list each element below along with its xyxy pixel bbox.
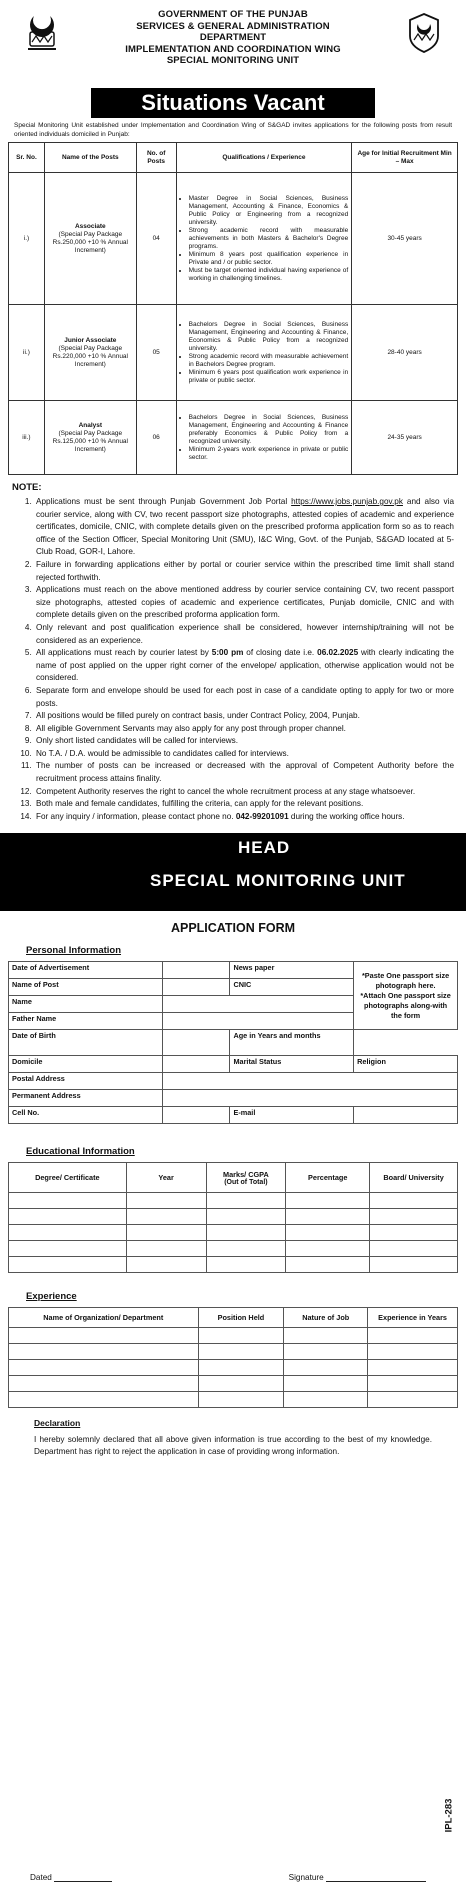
- date-of-ad-field[interactable]: [162, 962, 230, 979]
- sr-no: iii.): [9, 401, 45, 475]
- table-row: [9, 305, 458, 401]
- notes-list: [12, 496, 454, 823]
- header: [8, 6, 458, 86]
- post-count: 06: [136, 401, 176, 475]
- age-range: 28-40 years: [352, 305, 458, 401]
- col-header: Board/ University: [370, 1163, 458, 1193]
- signature-row: [30, 1873, 426, 1882]
- head-signature-block: [0, 833, 466, 911]
- post-name: Analyst: [78, 421, 103, 429]
- posts-table: [8, 142, 458, 475]
- header-line-4: IMPLEMENTATION AND COORDINATION WING: [125, 43, 341, 55]
- education-table: [8, 1162, 458, 1273]
- note-item: 3. Applications must reach on the above mentioned address by courier service containing CV, two recent passport size photographs, attested copies of academic and experience certificates, Punjab domicile, CNIC and with complete details given on the prescribed proforma application form.: [34, 584, 454, 622]
- note-text: with clearly indicating the name of post applied on the upper right corner of the envelope/ application, otherwise application would not be considered.: [36, 648, 454, 683]
- note-item: [34, 496, 454, 559]
- situations-vacant-banner: Situations Vacant: [91, 88, 375, 118]
- post-cell: [44, 173, 136, 305]
- father-name-field[interactable]: [162, 1013, 353, 1030]
- domicile-field[interactable]: [162, 1056, 230, 1073]
- education-title: Educational Information: [26, 1146, 135, 1158]
- col-subheader: (Out of Total): [224, 1178, 268, 1186]
- table-row[interactable]: [9, 1392, 458, 1408]
- note-text: and also via courier service, along with CV, two recent passport size photographs, attested copies of academic and experience certificates, domicile, CNIC, with complete details given on the prescribed proforma application form so as to reach office of the Section Officer, Special Monitoring Unit (SMU), I&C Wing, Govt. of the Punjab, S&GAD located at 5-Club Road, GOR-I, Lahore.: [36, 497, 455, 557]
- note-item: 11. The number of posts can be increased or decreased with the approval of Competent Authority before the recruitment process attains finality.: [34, 760, 454, 785]
- education-header: [9, 1163, 458, 1193]
- photo-instruction: *Attach One passport size photographs along-with the form: [360, 990, 451, 1020]
- contact-phone: 042-99201091: [235, 811, 289, 821]
- note-text: Applications must be sent through Punjab Government Job Portal: [36, 497, 288, 506]
- intro-text: Special Monitoring Unit established under Implementation and Coordination Wing of S&GAD invites applications for the following posts from result oriented individuals domiciled in Punjab:: [14, 122, 452, 138]
- col-header: Name of the Posts: [44, 143, 136, 173]
- post-count: 05: [136, 305, 176, 401]
- name-of-post-label: Name of Post: [9, 979, 163, 996]
- col-header: Position Held: [198, 1308, 284, 1328]
- closing-date: 06.02.2025: [317, 648, 359, 658]
- email-field[interactable]: [354, 1107, 458, 1124]
- qualification-item: • Minimum 2-years work experience in private or public sector.: [189, 446, 349, 462]
- post-pay: (Special Pay Package Rs.220,000 +10 % Annual Increment): [52, 344, 128, 368]
- header-line-1: GOVERNMENT OF THE PUNJAB: [158, 9, 308, 20]
- job-portal-link[interactable]: https://www.jobs.punjab.gov.pk: [291, 497, 403, 506]
- header-line-3: DEPARTMENT: [199, 32, 267, 43]
- qualifications: [176, 305, 352, 401]
- note-item: 4. Only relevant and post qualification experience shall be considered, however internship/training will not be considered as an experience.: [34, 622, 454, 647]
- name-of-post-field[interactable]: [162, 979, 230, 996]
- table-row[interactable]: [9, 1360, 458, 1376]
- marital-status-label: Marital Status: [230, 1056, 354, 1073]
- table-row[interactable]: [9, 1344, 458, 1360]
- age-range: 30-45 years: [352, 173, 458, 305]
- table-row[interactable]: [9, 1241, 458, 1257]
- col-header: Experience in Years: [368, 1308, 458, 1328]
- note-item: 9. Only short listed candidates will be called for interviews.: [34, 735, 454, 748]
- post-cell: [44, 305, 136, 401]
- dated-block: [30, 1873, 112, 1882]
- newspaper-label: News paper: [230, 962, 354, 979]
- email-label: E-mail: [230, 1107, 354, 1124]
- table-row[interactable]: [9, 1209, 458, 1225]
- punjab-emblem-icon: [20, 10, 64, 54]
- father-name-label: Father Name: [9, 1013, 163, 1030]
- posts-table-header: [9, 143, 458, 173]
- col-header: Age for Initial Recruitment Min – Max: [352, 143, 458, 173]
- dob-label: Date of Birth: [9, 1030, 163, 1056]
- qualification-item: • Bachelors Degree in Social Sciences, Business Management, Engineering and Accounting & Finance preferably Economics & Public Policy from a recognized university.: [189, 414, 349, 446]
- personal-info-table: [8, 961, 458, 1124]
- col-header: Nature of Job: [284, 1308, 368, 1328]
- sr-no: ii.): [9, 305, 45, 401]
- postal-address-label: Postal Address: [9, 1073, 163, 1090]
- table-row[interactable]: [9, 1193, 458, 1209]
- signature-field[interactable]: [326, 1874, 426, 1882]
- name-field[interactable]: [162, 996, 353, 1013]
- col-header: Year: [126, 1163, 206, 1193]
- note-item: 10. No T.A. / D.A. would be admissible to candidates called for interviews.: [34, 748, 454, 761]
- table-row[interactable]: [9, 1328, 458, 1344]
- qualification-item: • Bachelors Degree in Social Sciences, Business Management, Engineering and Accounting & Finance, Economics & Public Policy from a recognized university.: [189, 321, 349, 353]
- age-label: Age in Years and months: [230, 1030, 354, 1056]
- closing-time: 5:00 pm: [211, 648, 244, 658]
- punjab-crest-icon: [402, 10, 446, 54]
- col-header: Qualifications / Experience: [176, 143, 352, 173]
- col-header: Name of Organization/ Department: [9, 1308, 199, 1328]
- qualifications: [176, 173, 352, 305]
- experience-title: Experience: [26, 1291, 77, 1303]
- header-line-2: SERVICES & GENERAL ADMINISTRATION: [136, 20, 330, 32]
- qualifications: [176, 401, 352, 475]
- note-item: 13. Both male and female candidates, fulfilling the criteria, can apply for the relevant positions.: [34, 798, 454, 811]
- note-text: of closing date i.e.: [246, 648, 315, 658]
- post-pay: (Special Pay Package Rs.125,000 +10 % Annual Increment): [52, 429, 128, 453]
- cnic-label: CNIC: [230, 979, 354, 996]
- sr-no: i.): [9, 173, 45, 305]
- head-unit: SPECIAL MONITORING UNIT: [150, 871, 406, 891]
- note-item: 6. Separate form and envelope should be used for each post in case of a candidate opting to apply for two or more posts.: [34, 685, 454, 710]
- cell-no-label: Cell No.: [9, 1107, 163, 1124]
- post-name: Junior Associate: [64, 336, 117, 344]
- qualification-item: • Minimum 6 years post qualification work experience in private or public sector.: [189, 369, 349, 385]
- date-of-ad-label: Date of Advertisement: [9, 962, 163, 979]
- dated-field[interactable]: [54, 1874, 112, 1882]
- religion-label: Religion: [354, 1056, 458, 1073]
- col-header: Percentage: [286, 1163, 370, 1193]
- note-text: All applications must reach by courier latest by: [36, 648, 209, 658]
- note-item: 8. All eligible Government Servants may also apply for any post through proper channel.: [34, 723, 454, 736]
- note-text: during the working office hours.: [290, 811, 405, 821]
- notes-title: NOTE:: [12, 482, 42, 493]
- photo-box[interactable]: [354, 962, 458, 1030]
- col-header: Sr. No.: [9, 143, 45, 173]
- col-header: Degree/ Certificate: [9, 1163, 127, 1193]
- qualification-item: • Master Degree in Social Sciences, Business Management, Accounting & Finance, Economics & Public Policy or Engineering from a recognized university.: [189, 195, 349, 227]
- note-item: 7. All positions would be filled purely on contract basis, under Contract Policy, 2004, Punjab.: [34, 710, 454, 723]
- declaration-title: Declaration: [34, 1418, 81, 1429]
- post-name: Associate: [74, 222, 106, 230]
- name-label: Name: [9, 996, 163, 1013]
- note-text: For any inquiry / information, please contact phone no.: [36, 811, 234, 821]
- note-item: [34, 811, 454, 824]
- permanent-address-label: Permanent Address: [9, 1090, 163, 1107]
- post-cell: [44, 401, 136, 475]
- age-range: 24-35 years: [352, 401, 458, 475]
- table-row[interactable]: [9, 1225, 458, 1241]
- application-form-title: APPLICATION FORM: [170, 921, 296, 936]
- dob-field[interactable]: [162, 1030, 230, 1056]
- note-item: [34, 647, 454, 685]
- domicile-label: Domicile: [9, 1056, 163, 1073]
- signature-label: Signature: [288, 1873, 324, 1882]
- post-pay: (Special Pay Package Rs.250,000 +10 % Annual Increment): [52, 230, 128, 254]
- note-item: 2. Failure in forwarding applications either by portal or courier service within the prescribed time limit shall stand rejected forthwith.: [34, 559, 454, 584]
- note-item: 12. Competent Authority reserves the right to cancel the whole recruitment process at any stage whatsoever.: [34, 786, 454, 799]
- photo-instruction: *Paste One passport size photograph here.: [361, 970, 450, 990]
- postal-address-field[interactable]: [162, 1073, 457, 1090]
- experience-table: [8, 1307, 458, 1408]
- cell-no-field[interactable]: [162, 1107, 230, 1124]
- col-header-text: Marks/ CGPA: [223, 1169, 269, 1179]
- dated-label: Dated: [30, 1873, 52, 1882]
- head-title: HEAD: [238, 838, 291, 858]
- permanent-address-field[interactable]: [162, 1090, 457, 1107]
- header-line-5: SPECIAL MONITORING UNIT: [166, 55, 300, 66]
- declaration-text: I hereby solemnly declared that all above given information is true according to the best of my knowledge. Department has right to reject the application in case of providing wrong information.: [34, 1435, 432, 1457]
- col-header: [206, 1163, 286, 1193]
- qualification-item: • Must be target oriented individual having experience of working in challenging timelines.: [189, 267, 349, 283]
- experience-header: [9, 1308, 458, 1328]
- ipl-code: IPL-283: [443, 1798, 455, 1833]
- col-header: No. of Posts: [136, 143, 176, 173]
- table-row[interactable]: [9, 1257, 458, 1273]
- qualification-item: • Strong academic record with measurable achievements in both Masters & Bachelor's Degree programs.: [189, 227, 349, 251]
- table-row[interactable]: [9, 1376, 458, 1392]
- signature-block: [289, 1873, 426, 1882]
- personal-info-title: Personal Information: [26, 945, 122, 957]
- qualification-item: • Strong academic record with measurable achievement in Bachelors Degree program.: [189, 353, 349, 369]
- post-count: 04: [136, 173, 176, 305]
- table-row: [9, 173, 458, 305]
- qualification-item: • Minimum 8 years post qualification experience in Private and / or public sector.: [189, 251, 349, 267]
- table-row: [9, 401, 458, 475]
